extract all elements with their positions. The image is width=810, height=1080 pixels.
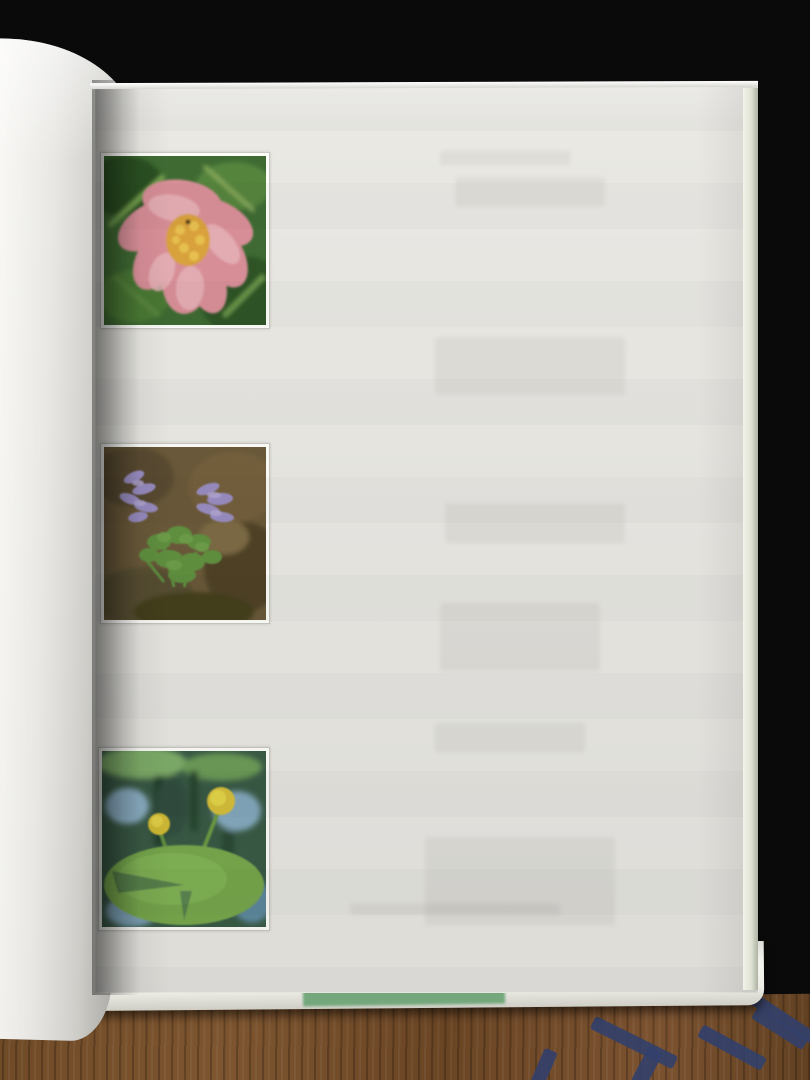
right-page <box>95 85 758 993</box>
show-through-mark <box>440 151 570 165</box>
page-edge-right <box>743 88 758 990</box>
water-lily-photo <box>98 747 270 931</box>
corydalis-photo <box>100 443 270 624</box>
show-through-mark <box>445 503 625 543</box>
show-through-mark <box>435 337 625 395</box>
show-through-mark <box>455 177 605 207</box>
show-through-mark <box>435 723 585 753</box>
show-through-mark <box>440 603 600 671</box>
show-through-mark <box>350 903 560 915</box>
peony-photo <box>100 152 270 329</box>
